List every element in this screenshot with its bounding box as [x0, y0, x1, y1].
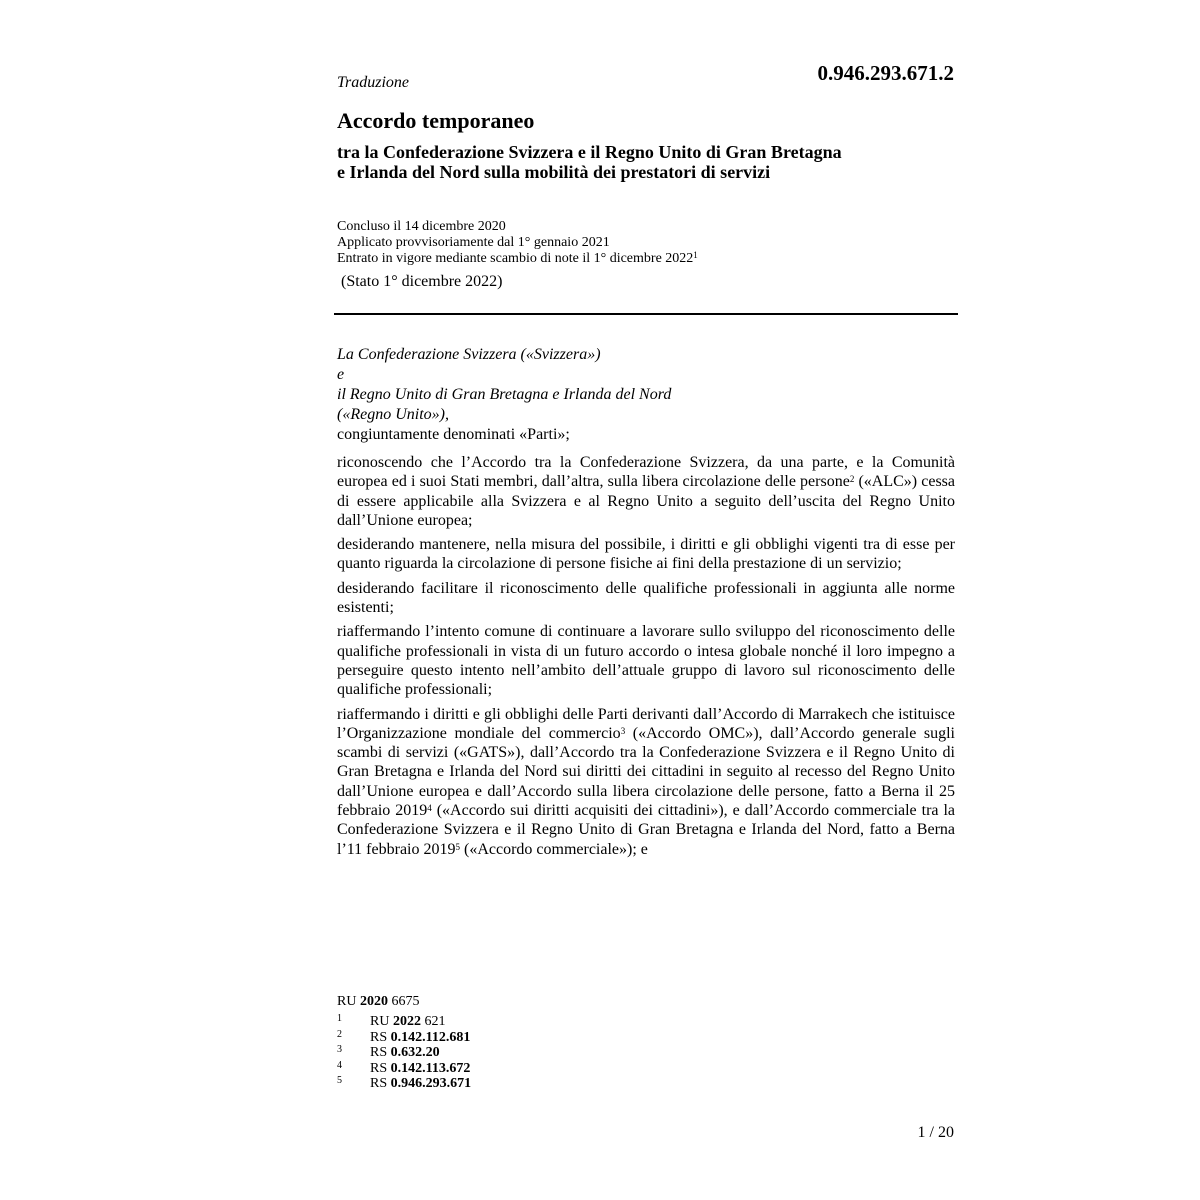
footnote-prefix: RU: [370, 1014, 390, 1029]
party-united-kingdom-short: («Regno Unito»),: [337, 406, 449, 423]
recital-4: riaffermando l’intento comune di continuare a lavorare sullo sviluppo del riconoscimento delle qualifiche professionali in vista di un futuro accordo o intesa globale nonché il loro impegno a perseguire questo intento nell’ambito dell’attuale gruppo di lavoro sul riconoscimento delle qualifiche professionali;: [337, 623, 955, 699]
state-date: (Stato 1° dicembre 2022): [341, 273, 503, 290]
recitals: [337, 453, 955, 864]
ru-reference: [337, 994, 419, 1010]
footnote-prefix: RS: [370, 1060, 388, 1076]
document-number: 0.946.293.671.2: [817, 61, 954, 85]
recital-1-text-b: («ALC») cessa di essere applicabile alla Svizzera e al Regno Unito a seguito dell’uscita del Regno Unito dall’Unione europea;: [337, 473, 956, 529]
ru-year: 2020: [359, 994, 388, 1009]
separator-rule: [334, 313, 958, 315]
footnote-bold-ref[interactable]: 0.946.293.671: [390, 1076, 472, 1091]
recital-5: [337, 705, 955, 859]
subtitle-line-1: tra la Confederazione Svizzera e il Regno Unito di Gran Bretagna: [337, 142, 842, 162]
footnote-number: 1: [337, 1013, 342, 1024]
page-number: 1 / 20: [917, 1124, 954, 1141]
footnote-5: [337, 1076, 471, 1092]
conjunction: e: [337, 366, 345, 383]
footnote-bold-ref[interactable]: 0.632.20: [390, 1045, 440, 1060]
footnote-ref-4[interactable]: 4: [427, 803, 432, 814]
recital-5-text-c: («Accordo sui diritti acquisiti dei cittadini»), e dall’Accordo commerciale tra la Confederazione Svizzera e il Regno Unito di Gran Bretagna e Irlanda del Nord, fatto a Berna l’11 febbraio 2019: [337, 802, 955, 858]
recital-1: [337, 453, 955, 530]
party-switzerland: La Confederazione Svizzera («Svizzera»): [337, 346, 601, 363]
recital-5-text-a: riaffermando i diritti e gli obblighi delle Parti derivanti dall’Accordo di Marrakech che istituisce l’Organizzazione mondiale del commercio: [337, 705, 955, 742]
footnotes: [337, 1014, 471, 1092]
translation-label: Traduzione: [337, 74, 410, 91]
parties-jointly: congiuntamente denominati «Parti»;: [337, 426, 570, 443]
footnote-rest: 621: [424, 1014, 446, 1029]
party-united-kingdom: il Regno Unito di Gran Bretagna e Irlanda del Nord: [337, 386, 672, 403]
footnote-number: 5: [337, 1075, 342, 1086]
ru-prefix: RU: [337, 994, 357, 1009]
footnote-number: 4: [337, 1059, 342, 1071]
ru-page: 6675: [391, 994, 420, 1009]
document-title: Accordo temporaneo: [337, 108, 535, 133]
applied-date: Applicato provvisoriamente dal 1° gennaio 2021: [337, 235, 610, 250]
footnote-bold-ref[interactable]: 0.142.113.672: [390, 1060, 471, 1076]
recital-2: desiderando mantenere, nella misura del possibile, i diritti e gli obblighi vigenti tra di esse per quanto riguarda la circolazione di persone fisiche ai fini della prestazione di un servizio;: [337, 536, 955, 573]
footnote-ref-5[interactable]: 5: [455, 841, 460, 852]
recital-3: desiderando facilitare il riconoscimento delle qualifiche professionali in aggiunta alle norme esistenti;: [337, 579, 955, 617]
footnote-number: 2: [337, 1028, 342, 1040]
recital-5-text-b: («Accordo OMC»), dall’Accordo generale sugli scambi di servizi («GATS»), dall’Accordo tra la Confederazione Svizzera e il Regno Unito di Gran Bretagna e Irlanda del Nord sui diritti dei cittadini in seguito al recesso del Regno Unito dall’Unione europea e dall’Accordo sulla libera circolazione delle persone, fatto a Berna il 25 febbraio 2019: [337, 724, 956, 820]
in-force-text: Entrato in vigore mediante scambio di note il 1° dicembre 2022: [337, 251, 694, 266]
footnote-ref-3[interactable]: 3: [620, 725, 626, 736]
preamble: [337, 345, 955, 445]
footnote-ref-1[interactable]: 1: [693, 250, 698, 260]
concluded-date: Concluso il 14 dicembre 2020: [337, 219, 506, 234]
recital-5-text-d: («Accordo commerciale»); e: [459, 840, 648, 858]
dates-block: [337, 219, 698, 267]
document-subtitle: [337, 142, 957, 182]
footnote-bold-ref[interactable]: 0.142.112.681: [390, 1029, 471, 1045]
footnote-prefix: RS: [370, 1076, 388, 1091]
footnote-prefix: RS: [370, 1045, 388, 1060]
footnote-number: 3: [337, 1044, 342, 1055]
footnote-ref-2[interactable]: 2: [849, 474, 855, 485]
recital-1-text-a: riconoscendo che l’Accordo tra la Confederazione Svizzera, da una parte, e la Comunità europea ed i suoi Stati membri, dall’altra, sulla libera circolazione delle persone: [337, 454, 955, 491]
subtitle-line-2: e Irlanda del Nord sulla mobilità dei prestatori di servizi: [337, 162, 771, 182]
footnote-bold-ref: 2022: [392, 1014, 421, 1029]
in-force-date: [337, 251, 698, 267]
footnote-prefix: RS: [370, 1029, 388, 1045]
